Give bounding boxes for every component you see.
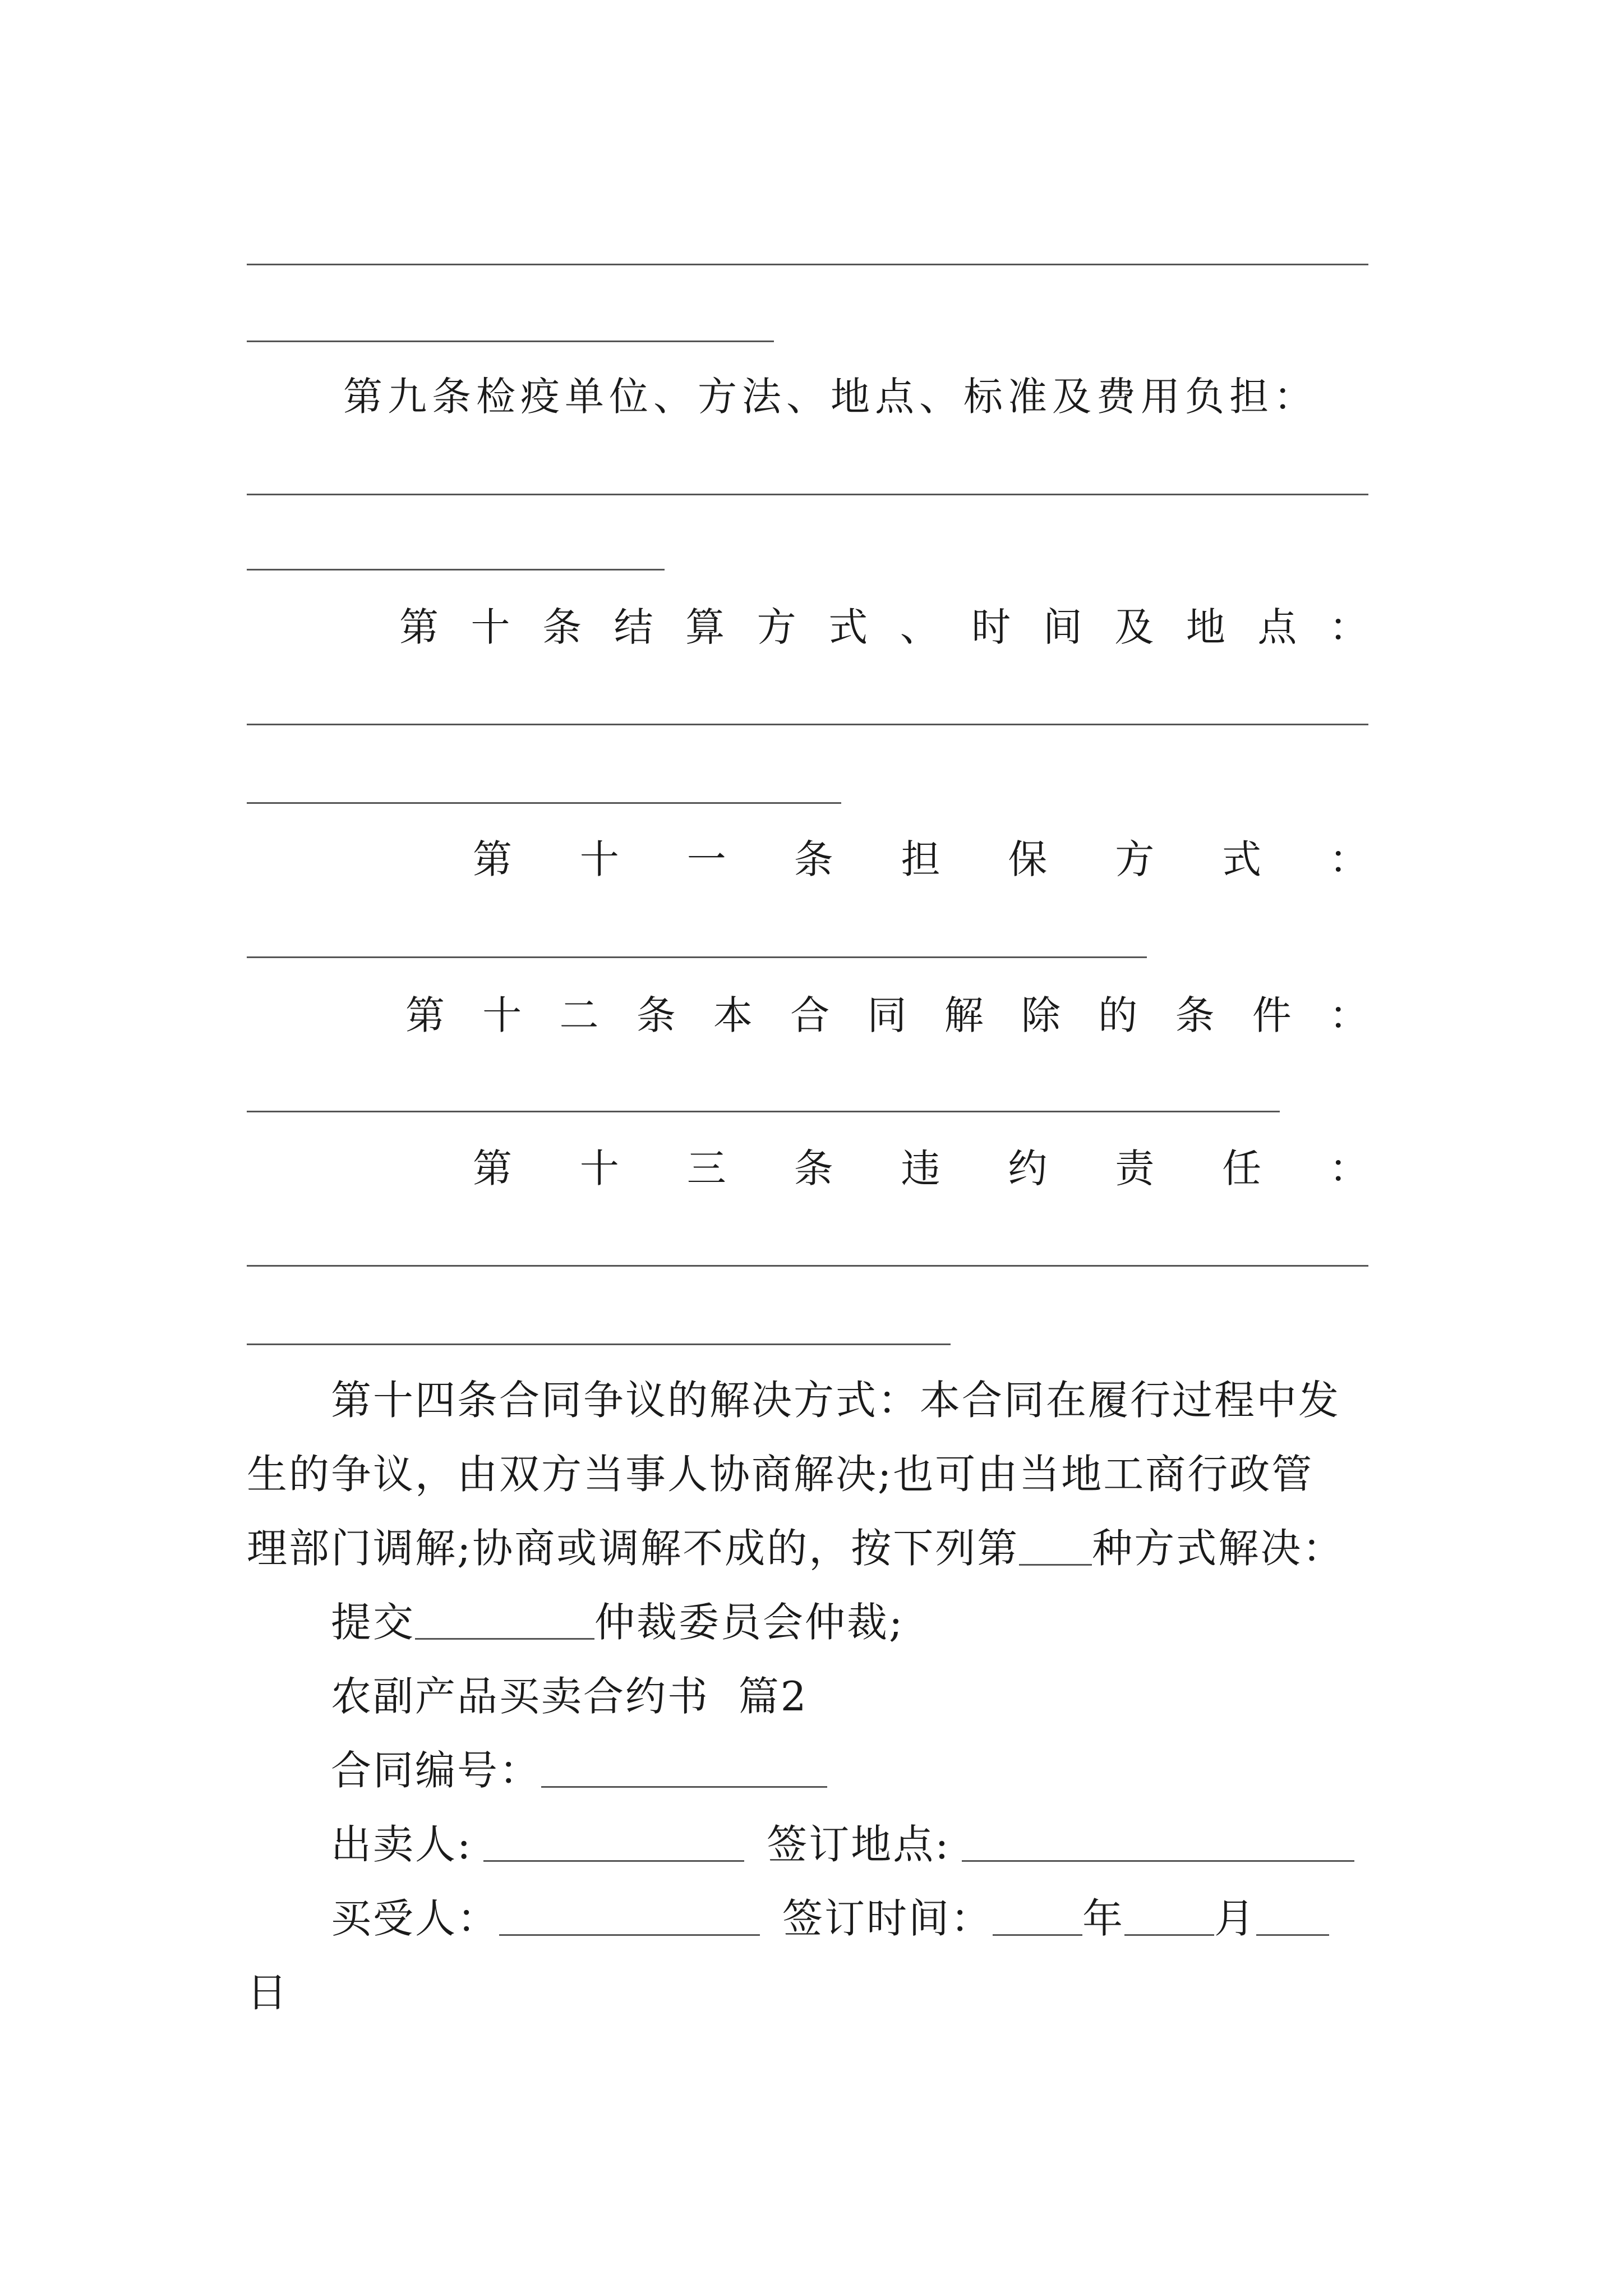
heading-char: 担	[901, 836, 940, 882]
choice-blank[interactable]	[1019, 1530, 1092, 1566]
heading-char: 三	[686, 1145, 726, 1191]
paragraph-line: 生的争议，由双方当事人协商解决;也可由当地工商行政管	[247, 1451, 1314, 1498]
fill-line	[247, 341, 774, 342]
paragraph-line: 提交 仲裁委员会仲裁;	[331, 1599, 905, 1646]
article-14-paragraph	[247, 1363, 1391, 1659]
sign-place-field[interactable]	[962, 1826, 1354, 1862]
seller-field[interactable]	[483, 1826, 744, 1862]
fill-line	[247, 724, 1368, 725]
sign-day-field[interactable]	[1256, 1901, 1329, 1936]
heading-char: 条	[794, 836, 833, 882]
fill-line	[247, 802, 841, 804]
article-10-heading	[399, 604, 1368, 650]
heading-char: 间	[1043, 604, 1082, 650]
section-2-title-line	[247, 1659, 1391, 1733]
sign-month-field[interactable]	[1124, 1901, 1214, 1936]
heading-char: ：	[1329, 1145, 1368, 1191]
heading-char: 式	[1222, 836, 1262, 882]
heading-char: 约	[1008, 1145, 1048, 1191]
buyer-field[interactable]	[499, 1901, 760, 1936]
heading-char: 结	[614, 604, 653, 650]
fill-line	[247, 1265, 1368, 1267]
heading-char: ：	[1329, 604, 1368, 650]
heading-char: 、	[900, 604, 939, 650]
heading-char: 十	[482, 992, 522, 1038]
heading-char: 解	[944, 992, 984, 1038]
heading-char: 点	[1257, 604, 1297, 650]
heading-char: 违	[901, 1145, 940, 1191]
heading-char: 方	[757, 604, 796, 650]
heading-char: 十	[579, 836, 619, 882]
buyer-line: 买受人： 签订时间： 年 月	[247, 1881, 1391, 1955]
heading-char: 本	[713, 992, 753, 1038]
heading-char: 同	[867, 992, 907, 1038]
fill-line	[247, 569, 665, 570]
heading-char: 十	[471, 604, 510, 650]
article-12-heading	[405, 992, 1368, 1038]
paragraph-line: 第十四条合同争议的解决方式：本合同在履行过程中发	[331, 1377, 1341, 1424]
heading-char: ：	[1329, 836, 1368, 882]
heading-char: 第	[473, 1145, 512, 1191]
heading-char: 任	[1222, 1145, 1262, 1191]
heading-char: 第	[405, 992, 445, 1038]
fill-line	[247, 956, 1147, 958]
section-2-title: 农副产品买卖合约书 篇2	[331, 1673, 808, 1720]
heading-char: 件	[1252, 992, 1292, 1038]
heading-char: 除	[1021, 992, 1061, 1038]
heading-char: 的	[1098, 992, 1138, 1038]
heading-char: 第	[473, 836, 512, 882]
arbitration-commission-blank[interactable]	[415, 1604, 594, 1640]
heading-char: 二	[559, 992, 599, 1038]
heading-char: ：	[1329, 992, 1368, 1038]
heading-char: 第	[399, 604, 439, 650]
seller-line: 出卖人: 签订地点:	[247, 1807, 1391, 1881]
heading-char: 式	[828, 604, 868, 650]
heading-char: 保	[1008, 836, 1048, 882]
heading-char: 条	[1175, 992, 1215, 1038]
heading-char: 方	[1115, 836, 1155, 882]
article-9-heading: 第九条检疫单位、方法、地点、标准及费用负担：	[343, 374, 1318, 420]
heading-char: 时	[971, 604, 1011, 650]
paragraph-line: 理部门调解;协商或调解不成的，按下列第 种方式解决：	[247, 1525, 1345, 1572]
article-13-heading	[473, 1145, 1368, 1191]
fill-line	[247, 264, 1368, 265]
fill-line	[247, 1111, 1280, 1112]
heading-char: 责	[1115, 1145, 1155, 1191]
section-2-block	[247, 1659, 1391, 2030]
heading-char: 条	[636, 992, 676, 1038]
heading-char: 条	[794, 1145, 833, 1191]
contract-no-line: 合同编号：	[247, 1733, 1391, 1807]
heading-char: 条	[542, 604, 582, 650]
heading-char: 地	[1186, 604, 1225, 650]
sign-year-field[interactable]	[993, 1901, 1082, 1936]
heading-char: 及	[1114, 604, 1154, 650]
fill-line	[247, 1343, 951, 1345]
heading-char: 一	[686, 836, 726, 882]
day-line: 日	[247, 1969, 289, 2016]
heading-char: 十	[579, 1145, 619, 1191]
article-11-heading	[473, 836, 1368, 882]
fill-line	[247, 494, 1368, 495]
contract-no-field[interactable]	[541, 1752, 827, 1788]
heading-char: 合	[790, 992, 830, 1038]
heading-char: 算	[685, 604, 725, 650]
